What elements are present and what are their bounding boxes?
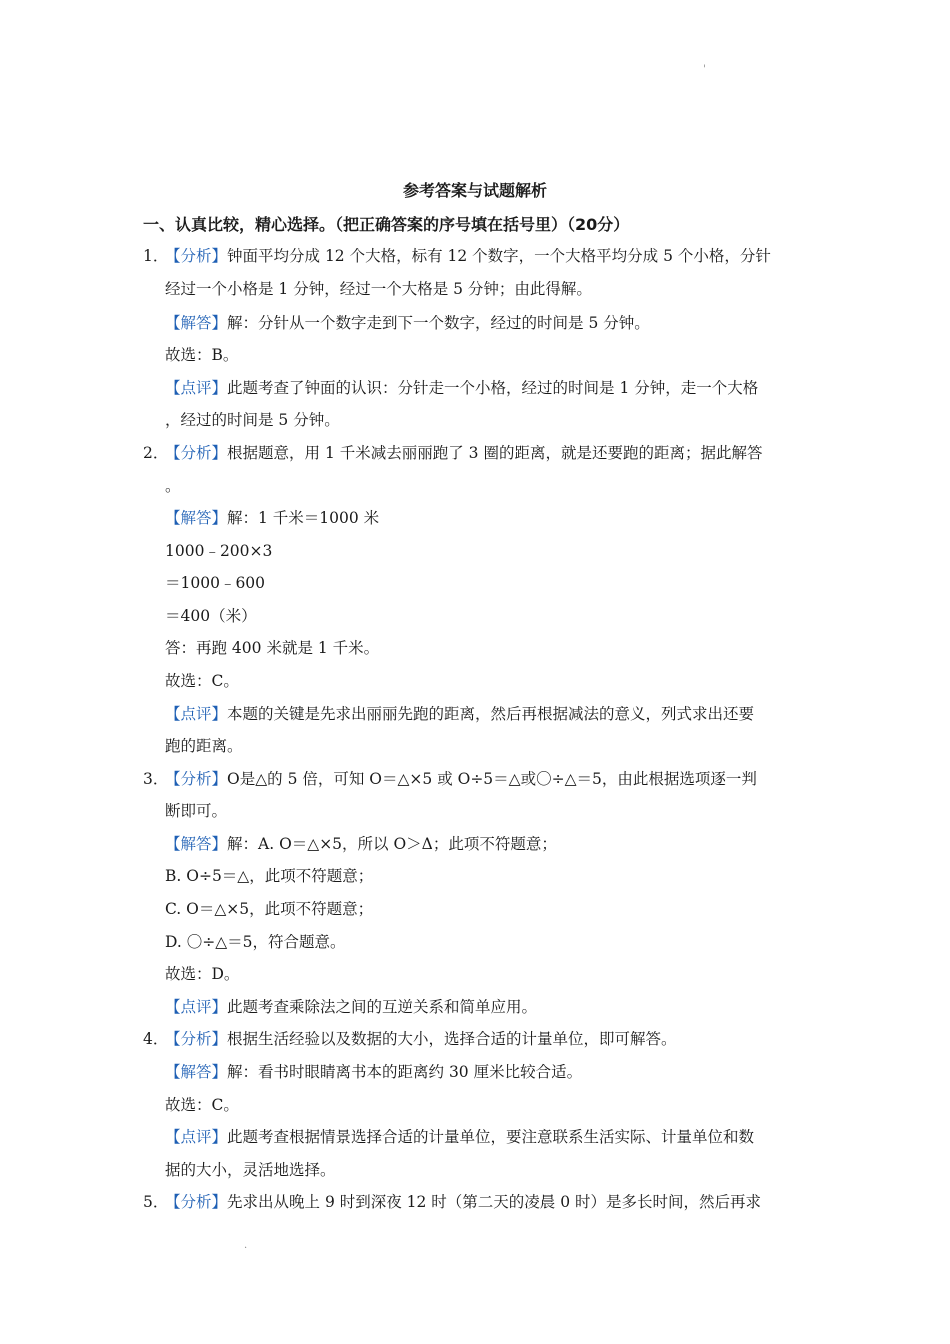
comment-tag: 【点评】 (165, 998, 228, 1016)
q5-analysis-text-1: 先求出从晚上 9 时到深夜 12 时（第二天的凌晨 0 时）是多长时间，然后再求 (227, 1193, 762, 1211)
q2-solution-line-5: 答：再跑 400 米就是 1 千米。 (165, 639, 380, 657)
q2-analysis-text-1: 根据题意，用 1 千米减去丽丽跑了 3 圈的距离，就是还要跑的距离；据此解答 (227, 444, 763, 462)
solution-tag: 【解答】 (165, 1063, 228, 1081)
q4-analysis-text-1: 根据生活经验以及数据的大小，选择合适的计量单位，即可解答。 (227, 1030, 677, 1048)
q3-analysis-text-1: O是△的 5 倍，可知 O＝△×5 或 O÷5＝△或〇÷△＝5，由此根据选项逐一判 (227, 770, 757, 788)
page-title: 参考答案与试题解析 (402, 181, 547, 200)
q4-solution-line-1 (165, 1062, 582, 1082)
q2-comment-line-2: 跑的距离。 (165, 737, 243, 755)
comment-tag: 【点评】 (165, 705, 228, 723)
q3-solution-line-3: C. O＝△×5，此项不符题意； (165, 900, 374, 918)
q3-solution-line-2: B. O÷5＝△，此项不符题意； (165, 867, 374, 885)
solution-tag: 【解答】 (165, 509, 228, 527)
q1-choice: 故选：B。 (165, 346, 239, 364)
analysis-tag: 【分析】 (165, 444, 228, 462)
q3-comment-line-1 (165, 997, 537, 1017)
analysis-tag: 【分析】 (165, 1193, 228, 1211)
q1-comment-line-2: ，经过的时间是 5 分钟。 (165, 411, 340, 429)
comment-tag: 【点评】 (165, 379, 228, 397)
q2-analysis-line-1 (165, 443, 762, 463)
footer-mark: . (244, 1240, 248, 1251)
question-number-5: 5． (143, 1193, 169, 1211)
q3-analysis-line-1 (165, 769, 757, 789)
analysis-tag: 【分析】 (165, 1030, 228, 1048)
q2-solution-text-1: 解：1 千米＝1000 米 (227, 509, 380, 527)
q2-solution-line-1 (165, 508, 379, 528)
q3-analysis-line-2: 断即可。 (165, 802, 228, 820)
q2-choice: 故选：C。 (165, 672, 239, 690)
q4-choice: 故选：C。 (165, 1096, 239, 1114)
q2-comment-text-1: 本题的关键是先求出丽丽先跑的距离，然后再根据减法的意义，列式求出还要 (227, 705, 755, 723)
question-number-1: 1． (143, 247, 169, 265)
header-mark: ' (703, 64, 706, 75)
q1-analysis-line-2: 经过一个小格是 1 分钟，经过一个大格是 5 分钟；由此得解。 (165, 280, 592, 298)
question-number-4: 4． (143, 1030, 169, 1048)
q4-analysis-line-1 (165, 1029, 677, 1049)
q4-comment-text-1: 此题考查根据情景选择合适的计量单位，要注意联系生活实际、计量单位和数 (227, 1128, 755, 1146)
q1-solution-text-1: 解：分针从一个数字走到下一个数字，经过的时间是 5 分钟。 (227, 314, 650, 332)
comment-tag: 【点评】 (165, 1128, 228, 1146)
q1-comment-text-1: 此题考查了钟面的认识：分针走一个小格，经过的时间是 1 分钟，走一个大格 (227, 379, 759, 397)
q3-solution-text-1: 解：A. O＝△×5，所以 O＞Δ；此项不符题意； (227, 835, 557, 853)
q3-solution-line-4: D. 〇÷△＝5，符合题意。 (165, 933, 346, 951)
q2-analysis-line-2: 。 (165, 477, 181, 495)
q3-solution-line-1 (165, 834, 557, 854)
q2-solution-line-2: 1000﹣200×3 (165, 542, 273, 560)
q3-comment-text-1: 此题考查乘除法之间的互逆关系和简单应用。 (227, 998, 538, 1016)
analysis-tag: 【分析】 (165, 770, 228, 788)
q1-analysis-text-1: 钟面平均分成 12 个大格，标有 12 个数字，一个大格平均分成 5 个小格，分针 (227, 247, 771, 265)
solution-tag: 【解答】 (165, 835, 228, 853)
q1-analysis-line-1 (165, 246, 771, 266)
solution-tag: 【解答】 (165, 314, 228, 332)
q3-choice: 故选：D。 (165, 965, 240, 983)
section-heading: 一、认真比较，精心选择。（把正确答案的序号填在括号里）（20分） (143, 215, 630, 234)
question-number-3: 3． (143, 770, 169, 788)
q1-comment-line-1 (165, 378, 758, 398)
q2-solution-line-3: ＝1000﹣600 (165, 574, 266, 592)
q4-solution-text-1: 解：看书时眼睛离书本的距离约 30 厘米比较合适。 (227, 1063, 583, 1081)
q4-comment-line-1 (165, 1127, 754, 1147)
q5-analysis-line-1 (165, 1192, 761, 1212)
q2-comment-line-1 (165, 704, 754, 724)
q2-solution-line-4: ＝400（米） (165, 607, 257, 625)
question-number-2: 2． (143, 444, 169, 462)
analysis-tag: 【分析】 (165, 247, 228, 265)
q4-comment-line-2: 据的大小，灵活地选择。 (165, 1161, 336, 1179)
q1-solution-line-1 (165, 313, 650, 333)
